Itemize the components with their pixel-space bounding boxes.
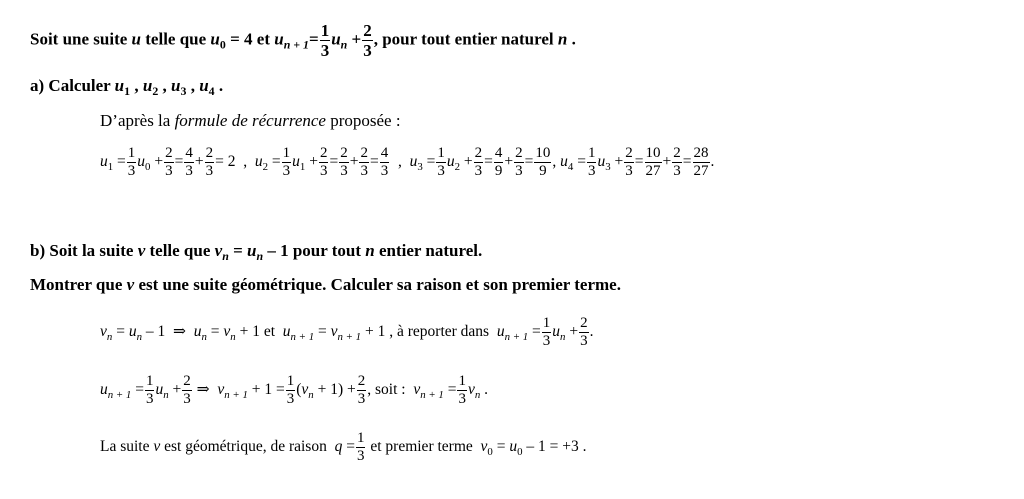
- part-a-title: a) Calculer $u_1$ , $u_2$ , $u_3$ , $u_4$ .: [30, 76, 224, 99]
- part-b-step2: $u_{n + 1}$ = $\frac{1}{3}$ $u_n$ + $\frac{2}{3}$ ⇒ $v_{n + 1} + 1$ = $\frac{1}{3}$ $(v_n + 1)$ + $\frac{2}{3}$ , soit : $v_{n + 1}$ = $\frac{1}{3}$ $v_n$ .: [100, 373, 488, 407]
- var-un: u: [331, 29, 341, 49]
- intro-text: = 4 et: [230, 29, 270, 49]
- part-a-computations: $u_1$ = $\frac{1}{3}$ $u_0$ + $\frac{2}{3}$ = $\frac{4}{3}$ + $\frac{2}{3}$ = 2 , $u_2$ = $\frac{1}{3}$ $u_1$ + $\frac{2}{3}$ = $\frac{2}{3}$ + $\frac{2}{3}$ = $\frac{4}{3}$ , $u_3$ = $\frac{1}{3}$ $u_2$ + $\frac{2}{3}$ = $\frac{4}{9}$ + $\frac{2}{3}$ = $\frac{10}{9}$ , $u_4$ = $\frac{1}{3}$ $u_3$ + $\frac{2}{3}$ = $\frac{10}{27}$ + $\frac{2}{3}$ = $\frac{28}{27}$ .: [100, 145, 715, 179]
- intro-line: Soit une suite u telle que $u_0 = 4$ et $u_{n + 1}=$ $\frac{1}{3}$ $u_n$ + $\frac{2}{3}$ , pour tout entier naturel n .: [30, 21, 576, 60]
- sub: 0: [219, 37, 226, 52]
- fraction: $\frac{2}{3}$: [363, 21, 372, 60]
- part-b-step1: $v_n = u_n - 1$ ⇒ $u_n = v_n + 1$ et $u_{n + 1} = v_{n + 1} + 1$ , à reporter dans $u_{n + 1}$ = $\frac{1}{3}$ $u_n$ + $\frac{2}{3}$ .: [100, 315, 594, 349]
- var-un1: u: [274, 29, 284, 49]
- part-a-intro: D’après la formule de récurrence proposée :: [100, 111, 401, 130]
- var-u: u: [131, 29, 142, 49]
- fraction: $\frac{1}{3}$: [320, 21, 330, 60]
- intro-text: telle que: [145, 29, 207, 49]
- sub: n: [340, 37, 348, 52]
- plus: +: [351, 29, 362, 49]
- intro-text: , pour tout entier naturel: [373, 29, 554, 49]
- equals: =: [309, 29, 319, 49]
- intro-text: Soit une suite: [30, 29, 128, 49]
- sub: n + 1: [283, 37, 309, 52]
- var-n: n: [557, 29, 568, 49]
- part-b-question: Montrer que v est une suite géométrique. Calculer sa raison et son premier terme.: [30, 275, 621, 294]
- var-u0: u: [210, 29, 220, 49]
- part-b-conclusion: La suite v est géométrique, de raison q = $\frac{1}{3}$ et premier terme $v_0 = u_0 - 1 = +3$ .: [100, 430, 587, 464]
- part-b-title: b) Soit la suite v telle que $v_n = u_n - 1$ pour tout n entier naturel.: [30, 241, 483, 264]
